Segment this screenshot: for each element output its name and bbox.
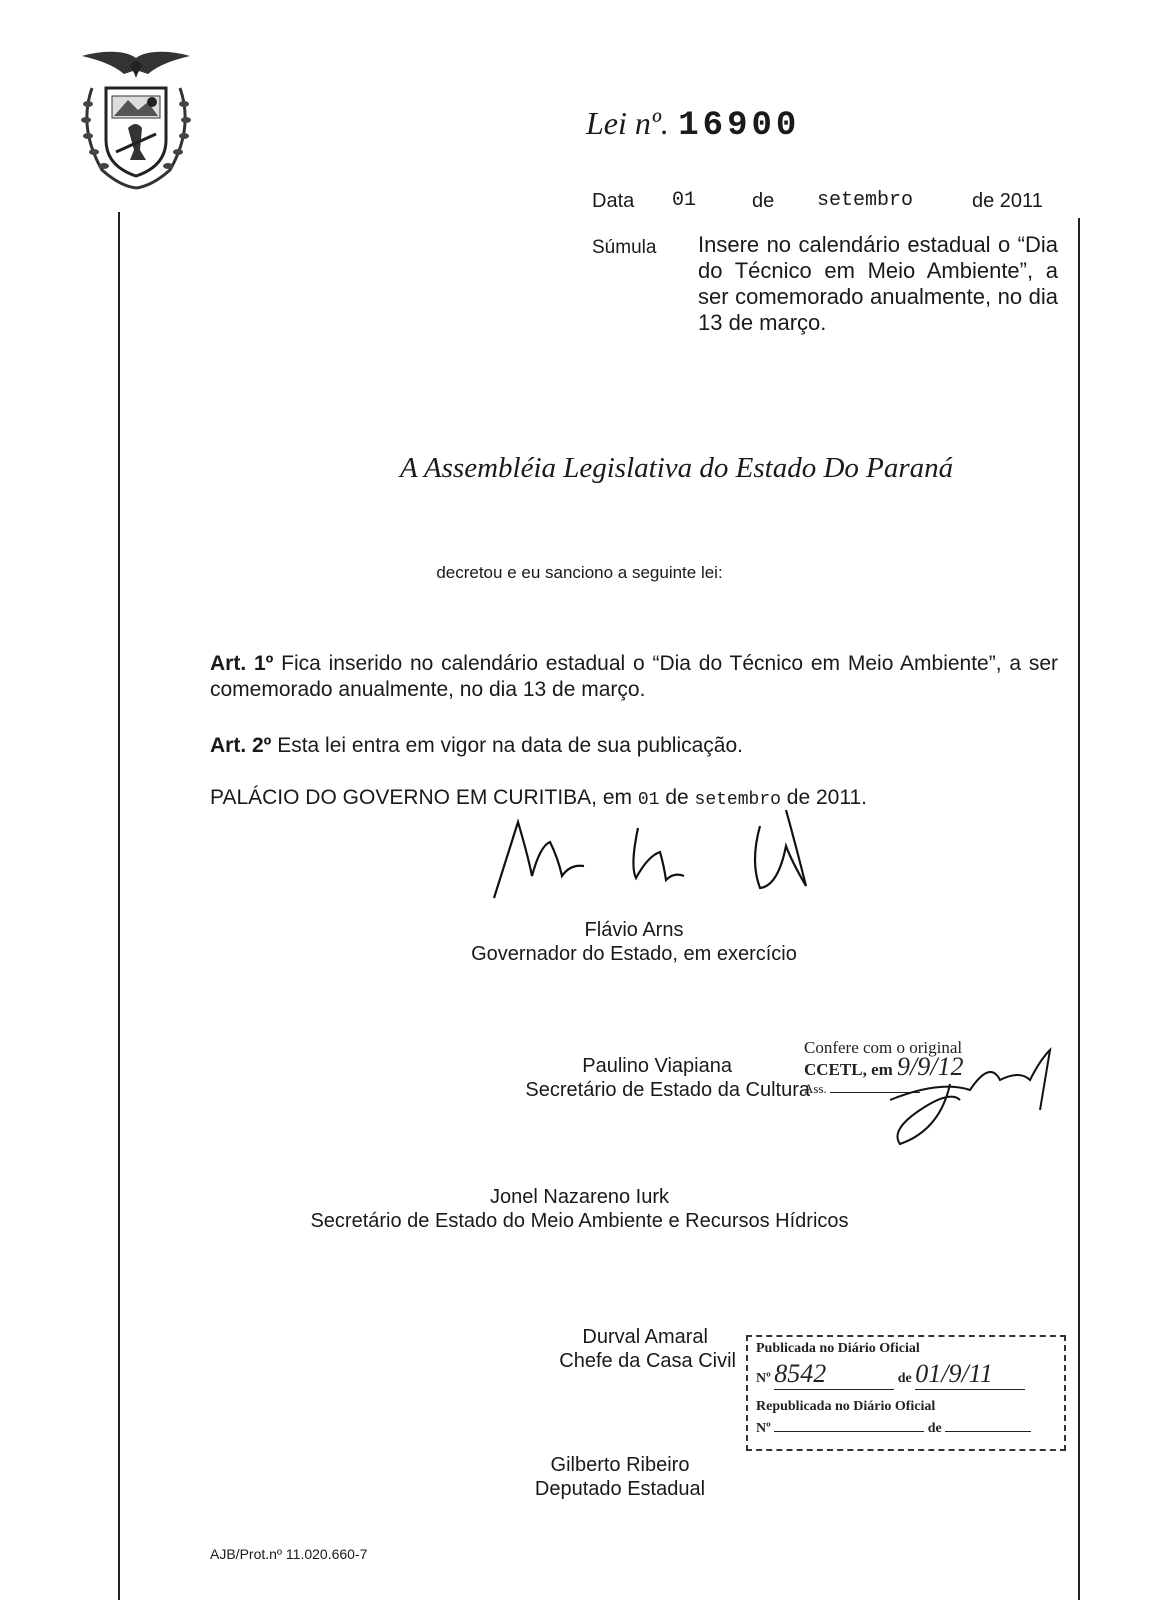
publication-title: Publicada no Diário Oficial bbox=[756, 1341, 920, 1356]
right-margin-rule bbox=[1078, 218, 1080, 1600]
palacio-day: 01 bbox=[637, 790, 660, 810]
signatory-role: Chefe da Casa Civil bbox=[559, 1350, 736, 1372]
signatory-role: Deputado Estadual bbox=[534, 1478, 706, 1500]
publication-no-label: Nº bbox=[756, 1371, 771, 1386]
article-2-text: Esta lei entra em vigor na data de sua publicação. bbox=[277, 734, 743, 757]
republication-de-label: de bbox=[927, 1421, 942, 1436]
palacio-suffix: de 2011. bbox=[786, 786, 867, 809]
sumula-label: Súmula bbox=[592, 237, 657, 258]
article-2 bbox=[210, 733, 1058, 759]
parana-coat-of-arms-seal bbox=[72, 48, 200, 198]
signatory-governor bbox=[420, 918, 848, 966]
confere-line-1: Confere com o original bbox=[804, 1038, 963, 1057]
article-1-text: Fica inserido no calendário estadual o “Dia do Técnico em Meio Ambiente”, a ser comemorado anualmente, no dia 13 de março. bbox=[210, 652, 1059, 701]
signatory-name: Flávio Arns bbox=[584, 919, 684, 941]
signatory-chief-of-staff bbox=[500, 1325, 736, 1373]
confere-line-2-prefix: CCETL, em bbox=[804, 1060, 893, 1079]
signatory-name: Paulino Viapiana bbox=[582, 1055, 732, 1077]
law-number: 16900 bbox=[678, 107, 801, 145]
confere-date: 9/9/12 bbox=[897, 1052, 964, 1081]
law-number-label: Lei nº. bbox=[586, 105, 669, 141]
confere-ass-label: Ass. bbox=[804, 1081, 827, 1096]
date-month: setembro bbox=[817, 189, 914, 212]
republication-number-row bbox=[756, 1421, 1056, 1437]
law-title bbox=[586, 104, 800, 145]
signatory-role: Secretário de Estado do Meio Ambiente e Recursos Hídricos bbox=[310, 1210, 849, 1232]
republication-title: Republicada no Diário Oficial bbox=[756, 1399, 936, 1414]
publication-number-row bbox=[756, 1359, 1056, 1390]
article-1-label: Art. 1º bbox=[210, 652, 274, 675]
date-de: de bbox=[752, 190, 775, 212]
publication-de-label: de bbox=[897, 1371, 912, 1386]
confere-handwritten-signature bbox=[880, 1040, 1060, 1150]
assembly-heading: A Assembléia Legislativa do Estado Do Paraná bbox=[400, 452, 954, 484]
republication-no-line bbox=[774, 1431, 924, 1432]
article-1 bbox=[210, 651, 1058, 703]
signatory-role: Governador do Estado, em exercício bbox=[471, 943, 797, 965]
republication-de-line bbox=[945, 1431, 1031, 1432]
article-2-label: Art. 2º bbox=[210, 734, 272, 757]
sumula-text: Insere no calendário estadual o “Dia do Técnico em Meio Ambiente”, a ser comemorado anualmente, no dia 13 de março. bbox=[698, 232, 1058, 335]
date-day: 01 bbox=[672, 189, 697, 212]
publication-de-value: 01/9/11 bbox=[915, 1359, 1025, 1390]
signatory-name: Durval Amaral bbox=[582, 1326, 708, 1348]
signatory-state-deputy bbox=[490, 1453, 750, 1501]
left-margin-rule bbox=[118, 212, 120, 1600]
decree-line: decretou e eu sanciono a seguinte lei: bbox=[436, 563, 723, 582]
republication-no-label: Nº bbox=[756, 1421, 771, 1436]
governor-handwritten-signature bbox=[488, 806, 828, 906]
signatory-environment-secretary bbox=[0, 1185, 1159, 1233]
protocol-number: AJB/Prot.nº 11.020.660-7 bbox=[210, 1546, 368, 1562]
date-year: de 2011 bbox=[972, 190, 1043, 212]
publication-stamp bbox=[746, 1335, 1066, 1451]
palacio-prefix: PALÁCIO DO GOVERNO EM CURITIBA, em bbox=[210, 786, 633, 809]
signatory-name: Gilberto Ribeiro bbox=[550, 1454, 690, 1476]
date-label: Data bbox=[592, 190, 635, 212]
palacio-month: setembro bbox=[694, 790, 781, 810]
signatory-name: Jonel Nazareno Iurk bbox=[490, 1186, 669, 1208]
signatory-role: Secretário de Estado da Cultura bbox=[525, 1079, 810, 1101]
signatory-culture-secretary bbox=[440, 1054, 810, 1102]
palacio-de: de bbox=[665, 786, 689, 809]
publication-no-value: 8542 bbox=[774, 1359, 894, 1390]
